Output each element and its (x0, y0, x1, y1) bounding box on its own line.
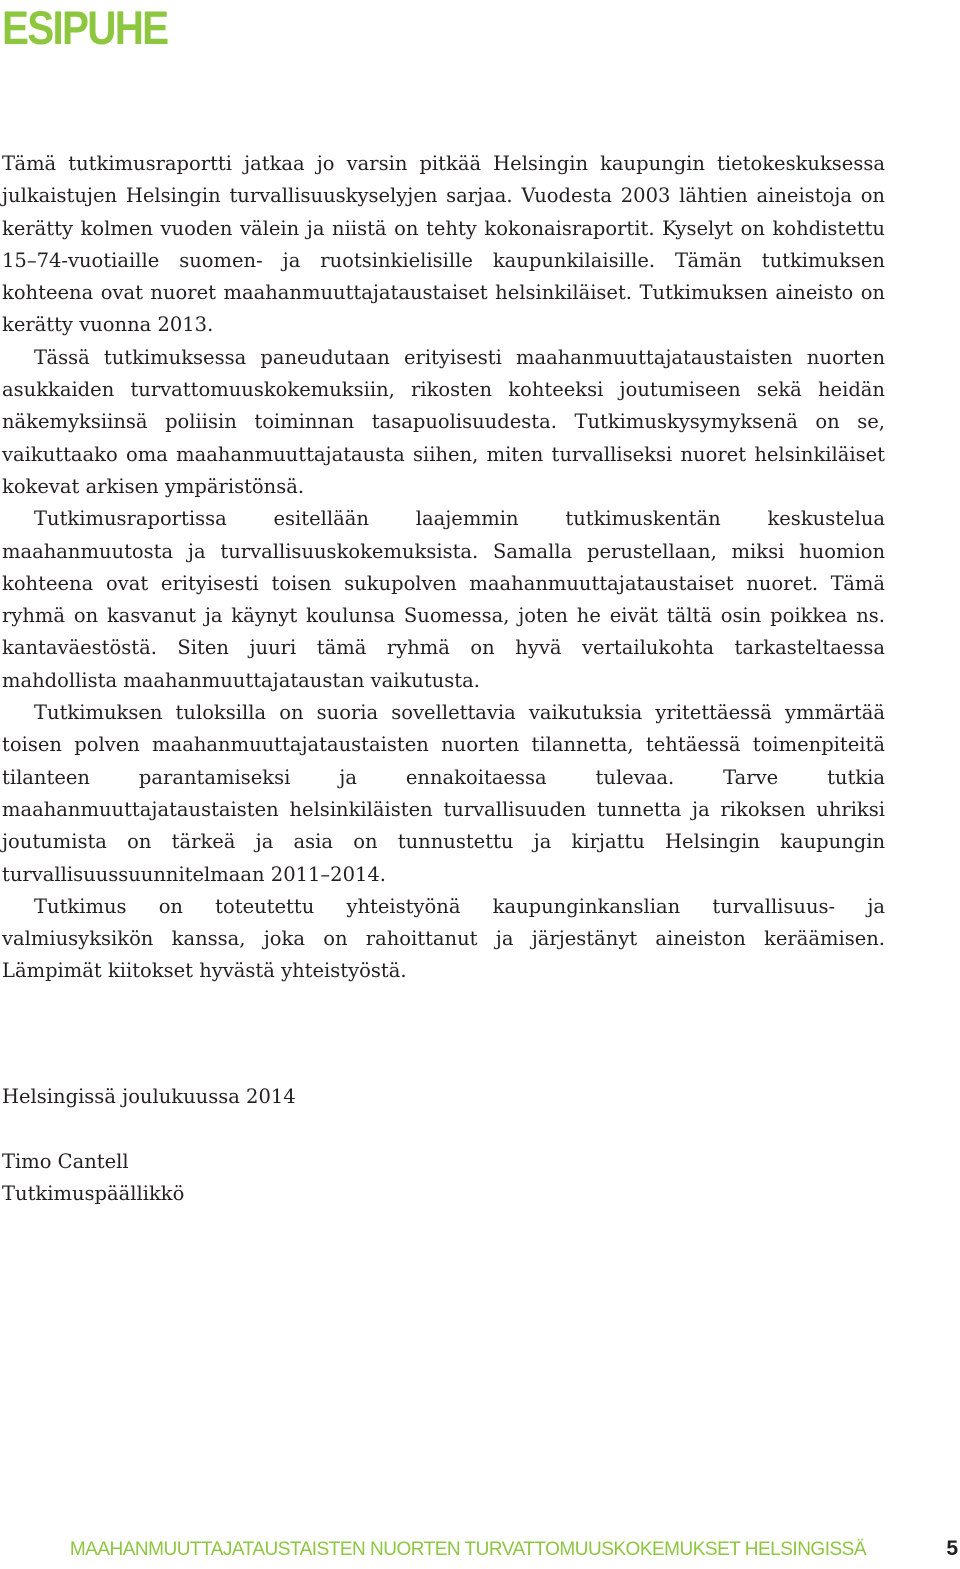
paragraph-intro: Tämä tutkimusraportti jatkaa jo varsin pitkää Helsingin kaupungin tietokeskuksessa julkaistujen Helsingin turvallisuuskyselyjen sarjaa. Vuodesta 2003 lähtien aineistoja on kerätty kolmen vuoden välein ja niistä on tehty kokonaisraportit. Kyselyt on kohdistettu 15–74-vuotiaille suomen- ja ruotsinkielisille kaupunkilaisille. Tämän tutkimuksen kohteena ovat nuoret maahanmuuttajataustaiset helsinkiläiset. Tutkimuksen aineisto on kerätty vuonna 2013. (2, 152, 885, 337)
page-number: 5 (946, 1537, 958, 1560)
signer-name: Timo Cantell (2, 1150, 129, 1173)
signer-title: Tutkimuspäällikkö (2, 1182, 185, 1205)
paragraph-acknowledgements: Tutkimus on toteutettu yhteistyönä kaupunginkanslian turvallisuus- ja valmiusyksikön kanssa, joka on rahoittanut ja järjestänyt aineiston keräämisen. Lämpimät kiitokset hyvästä yhteistyöstä. (2, 894, 885, 983)
page-title: ESIPUHE (2, 1, 168, 54)
paragraph-focus: Tässä tutkimuksessa paneudutaan erityisesti maahanmuuttajataustaisten nuorten asukkaiden turvattomuuskokemuksiin, rikosten kohteeksi joutumiseen sekä heidän näkemyksiinsä poliisin toiminnan tasapuolisuudesta. Tutkimuskysymyksenä on se, vaikuttaako oma maahanmuuttajatausta siihen, miten turvalliseksi nuoret helsinkiläiset kokevat arkisen ympäristönsä. (2, 345, 885, 498)
place-and-date: Helsingissä joulukuussa 2014 (2, 1085, 296, 1108)
preface-body (2, 148, 885, 988)
paragraph-background: Tutkimusraportissa esitellään laajemmin tutkimuskentän keskustelua maahanmuutosta ja turvallisuuskokemuksista. Samalla perustellaan, miksi huomion kohteena ovat erityisesti toisen sukupolven maahanmuuttajataustaiset nuoret. Tämä ryhmä on kasvanut ja käynyt koulunsa Suomessa, joten he eivät tältä osin poikkea ns. kantaväestöstä. Siten juuri tämä ryhmä on hyvä vertailukohta tarkasteltaessa mahdollista maahanmuuttajataustan vaikutusta. (2, 507, 885, 692)
paragraph-significance: Tutkimuksen tuloksilla on suoria sovellettavia vaikutuksia yritettäessä ymmärtää toisen polven maahanmuuttajataustaisten nuorten tilannetta, tehtäessä toimenpiteitä tilanteen parantamiseksi ja ennakoitaessa tulevaa. Tarve tutkia maahanmuuttajataustaisten helsinkiläisten turvallisuuden tunnetta ja rikoksen uhriksi joutumista on tärkeä ja asia on tunnustettu ja kirjattu Helsingin kaupungin turvallisuussuunnitelmaan 2011–2014. (2, 701, 885, 886)
footer-publication-title: MAAHANMUUTTAJATAUSTAISTEN NUORTEN TURVATTOMUUSKOKEMUKSET HELSINGISSÄ (69, 1539, 866, 1560)
